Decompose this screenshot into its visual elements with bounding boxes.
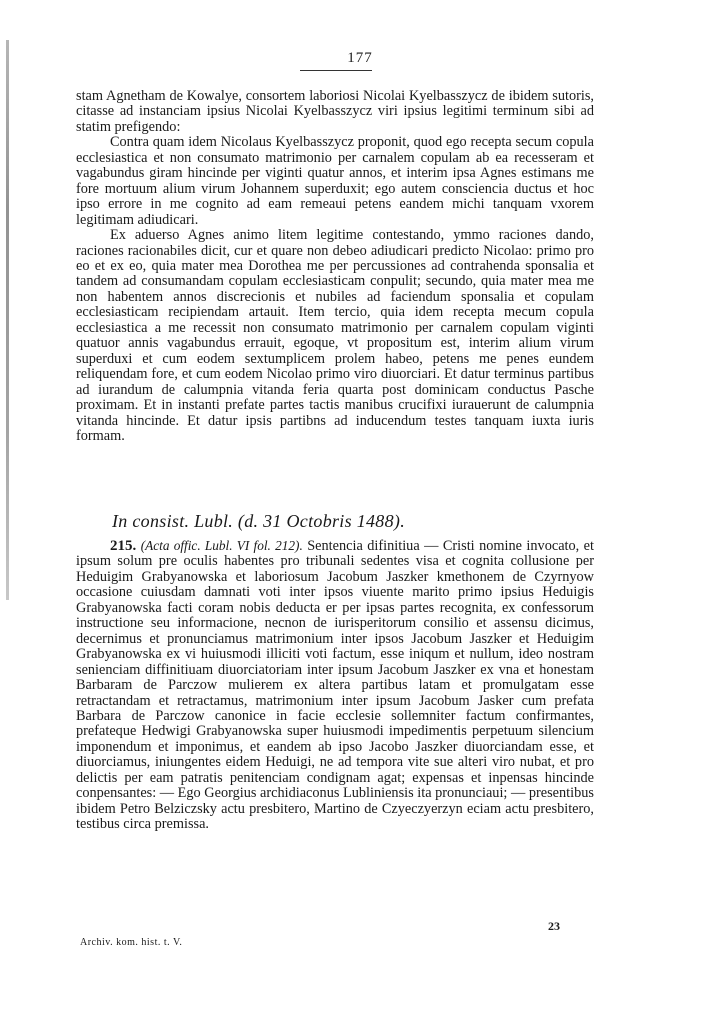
page-number: 177: [347, 50, 373, 66]
entry-text: Sentencia difinitiua — Cristi nomine invocato, et ipsum solum pre oculis habentes pro tribunali sedentes visa et cognita collusione per Heduigim Grabyanowska et laboriosum Jacobum Jaszker kmethonem de Czyrnyow occasione cuiusdam damnati voti inter ipsos viuente marito primo ipsius Heduigis Grabyanowska facti coram nobis deducta er per ipsas partes recognita, ex confessorum instructione seu informacione, necnon de iurisperitorum consilio et assensu dicimus, decernimus et pronunciamus matrimonium inter ipsos Jacobum Jaszker et Heduigim Grabyanowska ex vi huiusmodi illiciti voti factum, esse iniqum et nullum, ideo nostram senienciam diffinitiuam diuorciatoriam inter ipsum Jacobum Jaszker ex vna et honestam Barbaram de Parczow mulierem ex altera partibus latam et promulgatam esse retractandam et retractamus, matrimonium inter ipsum Jacobum Jasker cum prefata Barbara de Parczow canonice in facie ecclesie sollemniter factum confirmantes, prefateque Hedwigi Grabyanowska super huiusmodi impedimentis perpetuum silencium imponendum et imponimus, et eandem ab ipso Jacobo Jaszker diuorciandam esse, et diuorciamus, iniungentes eidem Heduigi, ne ad tempora vite sue alteri viro nubat, et pro delictis per eam patratis penitenciam condignam agat; expensas et inpensas hincinde conpensantes: — Ego Georgius archidiaconus Lubliniensis ita pronunciaui; — presentibus ibidem Petro Belziczsky actu presbitero, Martino de Czyeczyerzyn eciam actu presbitero, testibus circa premissa.: [76, 538, 594, 833]
entry-paragraph: [76, 538, 594, 833]
scan-binding-shadow: [6, 40, 9, 600]
entry-number: 215.: [110, 538, 137, 554]
body-text-top: [76, 89, 594, 444]
header-rule: [300, 70, 372, 71]
paragraph-response: Ex aduerso Agnes animo litem legitime contestando, ymmo raciones dando, raciones racionabiles dicit, cur et quare non debeo adiudicari predicto Nicolao: primo pro eo et ex eo, quia mater mea Dorothea me per percussiones ad contrahenda sponsalia et tandem ad consumandam copulam ecclesiasticam conpulit; secundo, quia mater mea me non habentem annos discrecionis et nubiles ad faciendum sponsalia et copulam ecclesiasticam recipiendam artauit. Item tercio, quia idem recepta mecum copula ecclesiastica a me recessit non consumato matrimonio per carnalem copulam viginti quatuor annis vagabundus errauit, egoque, vt propositum est, interim alium virum superduxi et cum eodem sextumplicem prolem habeo, petens me penes eundem reliquendam fore, et cum eodem Nicolao primo viro diuorciari. Et datur terminus partibus ad iurandum de calumpnia vitanda feria quarta post dominicam conductus Pasche proximam. Et in instanti prefate partes tactis manibus crucifixi iurauerunt de calumpnia vitanda hincinde. Et datur ipsis partibns ad inducendum testes tanquam iuxta iuris formam.: [76, 227, 594, 444]
footer-sheet-number: 23: [548, 919, 560, 933]
entry-citation: (Acta offic. Lubl. VI fol. 212).: [140, 538, 303, 553]
body-text-entry: [76, 538, 594, 833]
paragraph-continuation: stam Agnetham de Kowalye, consortem laboriosi Nicolai Kyelbasszycz de ibidem sutoris, citasse ad instanciam ipsius Nicolai Kyelbasszycz viri ipsius legitimi terminum sibi ad statim prefigendo:: [76, 88, 594, 135]
section-heading: In consist. Lubl. (d. 31 Octobris 1488).: [112, 511, 405, 531]
paragraph-proposition: Contra quam idem Nicolaus Kyelbasszycz proponit, quod ego recepta secum copula ecclesiastica et non consumato matrimonio per carnalem copulam ab ea recesseram et vagabundus giram hincinde per viginti quatur annos, et interim ipsa Agnes estimans me fore mortuum alium virum Johannem superduxit; ego autem consciencia ductus et hoc ipso errore in me cognito ad eam remeaui petens eandem michi tanquam vxorem legitimam adiudicari.: [76, 134, 594, 228]
footer-signature: Archiv. kom. hist. t. V.: [80, 937, 183, 948]
